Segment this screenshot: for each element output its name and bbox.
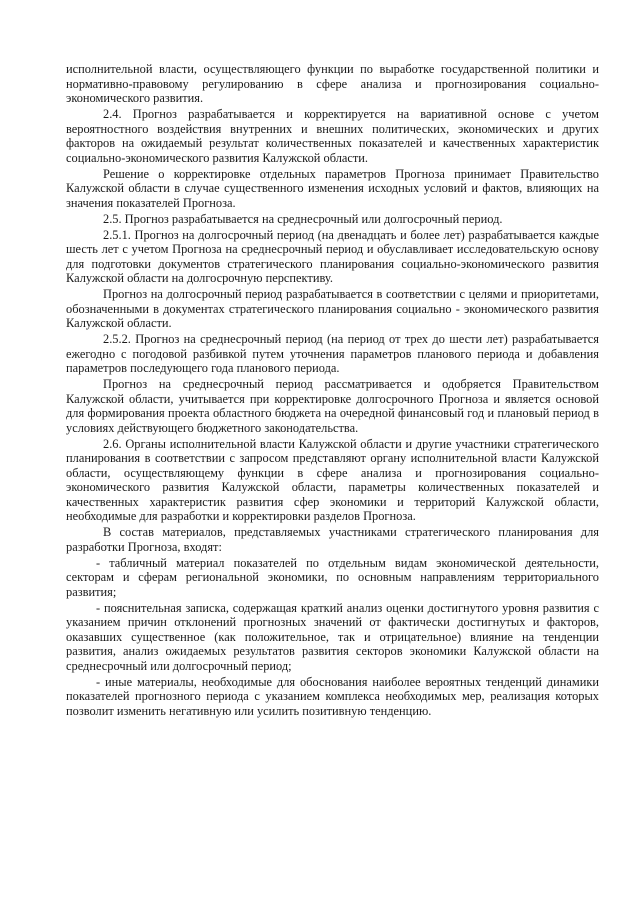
paragraph-correction-decision: Решение о корректировке отдельных параметров Прогноза принимает Правительство Калужской области в случае существенного изменения исходных условий и фактов, влияющих на значения показателей Прогноза.: [66, 166, 599, 210]
list-item-explanatory-note: - пояснительная записка, содержащая краткий анализ оценки достигнутого уровня развития с указанием причин отклонений прогнозных значений от фактически достигнутых и факторов, оказавших существенное (как положительное, так и отрицательное) влияние на тенденции развития, анализ ожидаемых результатов развития секторов экономики Калужской области на среднесрочный или долгосрочный период;: [66, 600, 599, 673]
paragraph-2-5-2: 2.5.2. Прогноз на среднесрочный период (на период от трех до шести лет) разрабатывается ежегодно с погодовой разбивкой путем уточнения параметров планового периода и добавления параметров последующего года планового периода.: [66, 332, 599, 375]
paragraph-mid-term-approval: Прогноз на среднесрочный период рассматривается и одобряется Правительством Калужской области, учитывается при корректировке долгосрочного Прогноза и является основой для формирования проекта областного бюджета на очередной финансовый год и плановый период в условиях действующего бюджетного законодательства.: [66, 377, 599, 435]
document-page: [66, 62, 599, 720]
paragraph-long-term-goals: Прогноз на долгосрочный период разрабатывается в соответствии с целями и приоритетами, обозначенными в документах стратегического планирования социально - экономического развития Калужской области.: [66, 287, 599, 330]
paragraph-2-6: 2.6. Органы исполнительной власти Калужской области и другие участники стратегического планирования в соответствии с запросом представляют органу исполнительной власти Калужской области, осуществляющему функции в сфере анализа и прогнозирования социально-экономического развития Калужской области, параметры количественных показателей и качественных характеристик развития сфер экономики и территорий Калужской области, необходимые для разработки и корректировки разделов Прогноза.: [66, 436, 599, 523]
paragraph-2-4: 2.4. Прогноз разрабатывается и корректируется на вариативной основе с учетом вероятностного воздействия внутренних и внешних политических, экономических и других факторов на ожидаемый результат количественных показателей и качественных характеристик социально-экономического развития Калужской области.: [66, 107, 599, 165]
list-item-tabular-material: - табличный материал показателей по отдельным видам экономической деятельности, секторам и сферам региональной экономики, по основным направлениям территориального развития;: [66, 555, 599, 599]
paragraph-2-5-1: 2.5.1. Прогноз на долгосрочный период (на двенадцать и более лет) разрабатывается каждые шесть лет с учетом Прогноза на среднесрочный период и обуславливает исследовательскую основу для подготовки документов стратегического планирования социально-экономического развития Калужской области на долгосрочную перспективу.: [66, 227, 599, 285]
paragraph-materials-intro: В состав материалов, представляемых участниками стратегического планирования для разработки Прогноза, входят:: [66, 525, 599, 554]
paragraph-2-5: 2.5. Прогноз разрабатывается на среднесрочный или долгосрочный период.: [103, 211, 503, 226]
list-item-other-materials: - иные материалы, необходимые для обоснования наиболее вероятных тенденций динамики показателей прогнозного периода с указанием комплекса необходимых мер, реализация которых позволит изменить негативную или усилить позитивную тенденцию.: [66, 674, 599, 718]
paragraph-continuation: исполнительной власти, осуществляющего функции по выработке государственной политики и нормативно-правовому регулированию в сфере анализа и прогнозирования социально-экономического развития.: [66, 62, 599, 105]
